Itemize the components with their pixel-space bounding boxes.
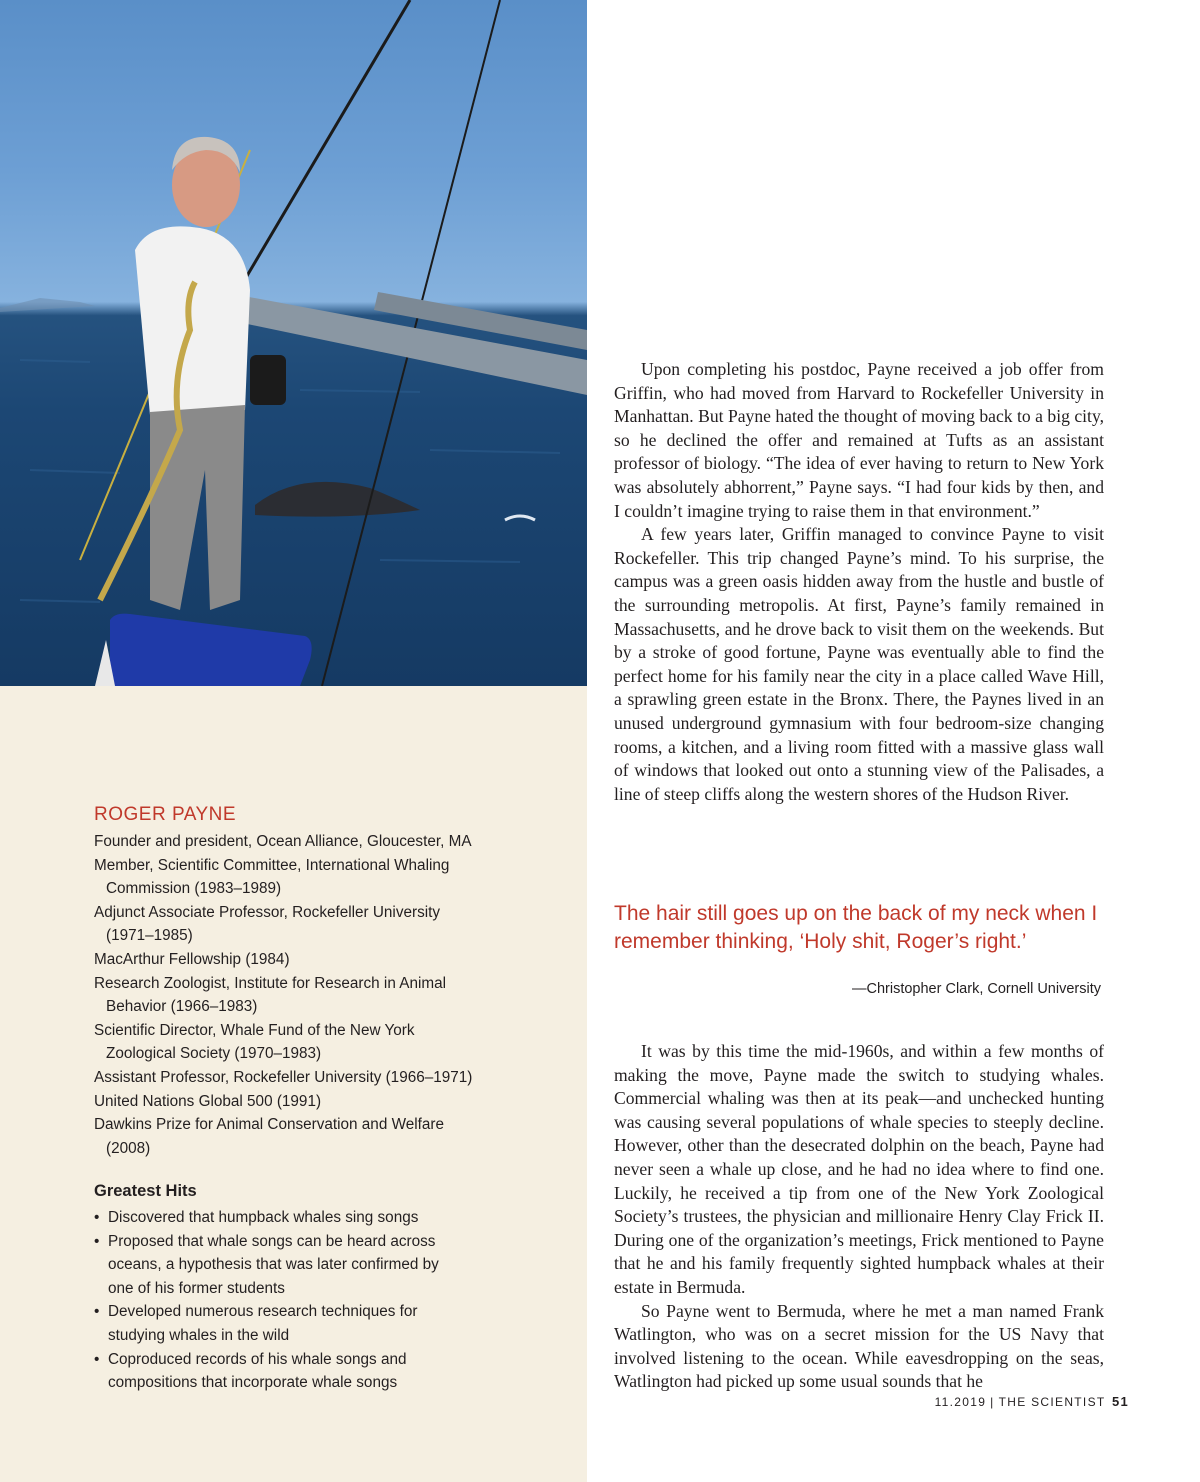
body-paragraph: It was by this time the mid-1960s, and within a few months of making the move, Payne made the switch to studying whales. Commercial whaling was then at its peak—and unchecked hunting was causing several populations of whale species to steeply decline. However, other than the desecrated dolphin on the beach, Payne had never seen a whale up close, and he had no idea where to find one. Luckily, he received a tip from one of the New York Zoological Society’s trustees, the physician and millionaire Henry Clay Frick II. During one of the organization’s meetings, Frick mentioned to Payne that he and his family frequently sighted humpback whales at their estate in Bermuda.	[614, 1041, 1104, 1297]
credential-item: Scientific Director, Whale Fund of the New York Zoological Society (1970–1983)	[94, 1021, 415, 1063]
hit-text: Developed numerous research techniques for studying whales in the wild	[108, 1303, 418, 1344]
body-paragraph: So Payne went to Bermuda, where he met a man named Frank Watlington, who was on a secret mission for the US Navy that involved listening to the ocean. While eavesdropping on the seas, Watlington had picked up some usual sounds that he	[614, 1300, 1104, 1392]
hit-text: Proposed that whale songs can be heard across oceans, a hypothesis that was later confirmed by one of his former students	[108, 1232, 439, 1297]
bio-sidebar	[0, 686, 587, 1482]
body-paragraph: A few years later, Griffin managed to convince Payne to visit Rockefeller. This trip changed Payne’s mind. To his surprise, the campus was a green oasis hidden away from the hustle and bustle of the surrounding metropolis. At first, Payne’s family remained in Massachusetts, and he drove back to visit them on the weekends. But by a stroke of good fortune, Payne was eventually able to find the perfect home for his family near the city in a place called Wave Hill, a sprawling green estate in the Bronx. There, the Paynes lived in an unused underground gymnasium with four bedroom-size changing rooms, a kitchen, and a living room fitted with a massive glass wall of windows that looked out onto a stunning view of the Palisades, a line of steep cliffs along the western shores of the Hudson River.	[614, 524, 1104, 804]
bullet-icon: •	[94, 1350, 100, 1368]
credential-item: Member, Scientific Committee, International Whaling Commission (1983–1989)	[94, 856, 450, 898]
credential-item: Adjunct Associate Professor, Rockefeller University (1971–1985)	[94, 903, 441, 945]
magazine-name: THE SCIENTIST	[998, 1395, 1106, 1409]
page-footer	[935, 1394, 1129, 1409]
body-column-top	[614, 358, 1104, 806]
body-paragraph: Upon completing his postdoc, Payne received a job offer from Griffin, who had moved from Harvard to Rockefeller University in Manhattan. But Payne hated the thought of moving back to a big city, so he declined the offer and remained at Tufts as an assistant professor of biology. “The idea of ever having to return to New York was absolutely abhorrent,” Payne says. “I had four kids by then, and I couldn’t imagine trying to raise them in that environment.”	[614, 359, 1104, 521]
credential-item: MacArthur Fellowship (1984)	[94, 950, 290, 968]
credential-item: United Nations Global 500 (1991)	[94, 1092, 322, 1110]
greatest-hits-heading: Greatest Hits	[94, 1182, 197, 1200]
hit-item	[94, 1206, 439, 1230]
credential-item: Assistant Professor, Rockefeller University (1966–1971)	[94, 1068, 473, 1086]
credentials-list	[94, 830, 474, 1160]
bullet-icon: •	[94, 1232, 100, 1250]
pull-quote-attribution: —Christopher Clark, Cornell University	[852, 981, 1101, 997]
page-number: 51	[1111, 1394, 1129, 1409]
credential-item: Research Zoologist, Institute for Research in Animal Behavior (1966–1983)	[94, 974, 446, 1016]
bullet-icon: •	[94, 1303, 100, 1321]
hit-item	[94, 1300, 439, 1347]
bullet-icon: •	[94, 1209, 100, 1226]
issue-date: 11.2019	[934, 1395, 987, 1409]
feature-photo	[0, 0, 587, 686]
credential-item: Dawkins Prize for Animal Conservation and Welfare (2008)	[94, 1116, 444, 1157]
pull-quote: The hair still goes up on the back of my neck when I remember thinking, ‘Holy shit, Roger’s right.’	[614, 902, 1098, 953]
hit-item	[94, 1230, 439, 1301]
footer-separator: |	[990, 1395, 995, 1409]
hit-item	[94, 1348, 439, 1395]
greatest-hits-list	[94, 1206, 439, 1395]
hit-text: Discovered that humpback whales sing songs	[108, 1209, 419, 1226]
hit-text: Coproduced records of his whale songs and compositions that incorporate whale songs	[108, 1350, 407, 1392]
photo-illustration	[0, 0, 587, 686]
bio-name: ROGER PAYNE	[94, 804, 237, 825]
credential-item: Founder and president, Ocean Alliance, Gloucester, MA	[94, 833, 472, 850]
body-column-bottom	[614, 1040, 1104, 1394]
